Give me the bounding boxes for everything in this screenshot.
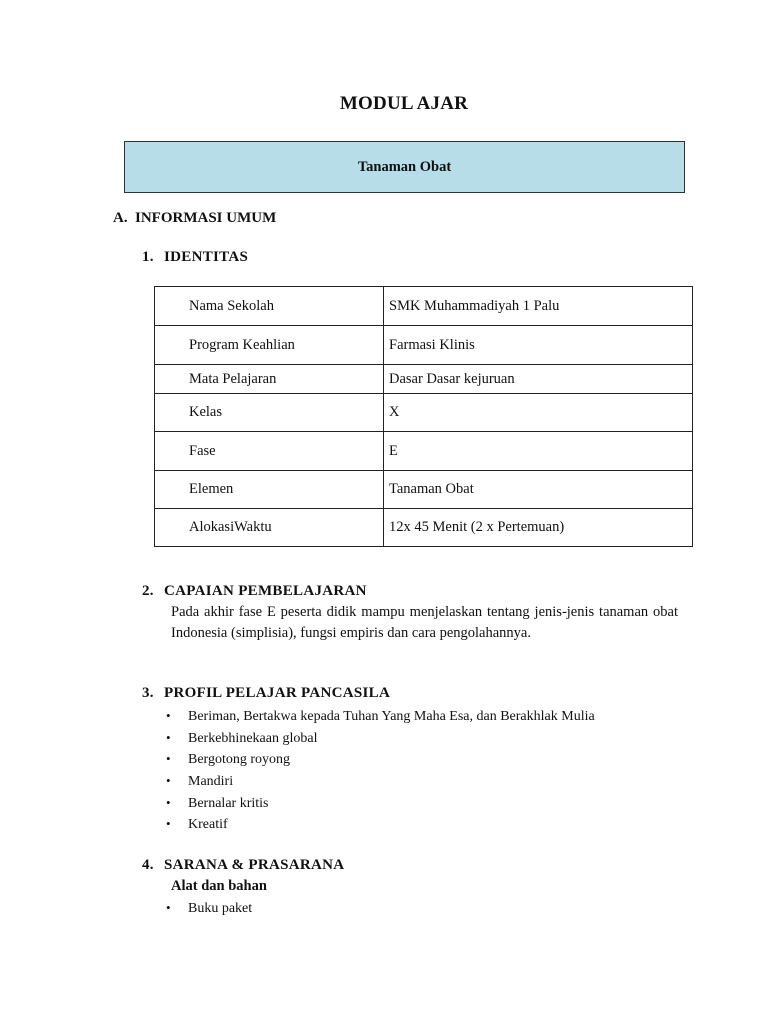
row-value: E	[384, 432, 693, 471]
subject-title: Tanaman Obat	[357, 158, 452, 175]
table-row	[155, 432, 693, 471]
row-value: X	[384, 394, 693, 432]
list-item-text: Kreatif	[188, 817, 228, 833]
identitas-label: IDENTITAS	[164, 249, 249, 265]
bullet-icon: •	[166, 729, 171, 745]
sarana-heading	[142, 857, 344, 874]
profil-heading	[142, 685, 390, 702]
bullet-icon: •	[166, 900, 171, 915]
identitas-heading	[142, 249, 248, 266]
bullet-icon: •	[166, 751, 171, 767]
list-item	[166, 813, 595, 835]
bullet-icon: •	[166, 708, 171, 723]
list-item-text: Bernalar kritis	[188, 795, 269, 811]
sarana-list	[166, 897, 252, 919]
row-key: Program Keahlian	[155, 326, 384, 365]
row-value: 12x 45 Menit (2 x Pertemuan)	[384, 509, 693, 547]
list-item-text: Beriman, Bertakwa kepada Tuhan Yang Maha Esa, dan Berakhlak Mulia	[188, 709, 595, 724]
list-item	[166, 770, 595, 792]
capaian-heading	[142, 583, 367, 600]
capaian-label: CAPAIAN PEMBELAJARAN	[164, 583, 367, 599]
row-key: Kelas	[155, 394, 384, 432]
list-item-text: Mandiri	[188, 774, 234, 790]
section-a-heading	[113, 210, 276, 227]
bullet-icon: •	[166, 773, 171, 789]
row-key: Fase	[155, 432, 384, 471]
section-a-number: A.	[113, 210, 128, 226]
bullet-icon: •	[166, 816, 171, 832]
table-row	[155, 287, 693, 326]
list-item	[166, 748, 595, 770]
row-key: Mata Pelajaran	[155, 365, 384, 394]
row-value: Tanaman Obat	[384, 471, 693, 509]
row-key: Elemen	[155, 471, 384, 509]
bullet-icon: •	[166, 794, 171, 810]
table-row	[155, 365, 693, 394]
sarana-label: SARANA & PRASARANA	[164, 857, 345, 873]
identity-table	[154, 286, 693, 547]
profil-number: 3.	[142, 685, 154, 701]
document-title: MODUL AJAR	[339, 93, 469, 114]
capaian-number: 2.	[142, 583, 154, 599]
sarana-number: 4.	[142, 857, 154, 873]
table-row	[155, 471, 693, 509]
list-item-text: Bergotong royong	[188, 752, 291, 768]
table-row	[155, 509, 693, 547]
profil-list	[166, 705, 595, 835]
list-item-text: Buku paket	[188, 901, 253, 916]
list-item	[166, 727, 595, 749]
identitas-number: 1.	[142, 249, 154, 265]
profil-label: PROFIL PELAJAR PANCASILA	[164, 685, 391, 701]
row-key: Nama Sekolah	[155, 287, 384, 326]
list-item	[166, 897, 252, 919]
table-row	[155, 326, 693, 365]
row-key: AlokasiWaktu	[155, 509, 384, 547]
list-item	[166, 705, 595, 727]
alat-bahan-subheading: Alat dan bahan	[171, 878, 267, 894]
capaian-paragraph: Pada akhir fase E peserta didik mampu menjelaskan tentang jenis-jenis tanaman obat Indonesia (simplisia), fungsi empiris dan cara pengolahannya.	[171, 604, 678, 641]
row-value: Farmasi Klinis	[384, 326, 693, 365]
table-row	[155, 394, 693, 432]
row-value: Dasar Dasar kejuruan	[384, 365, 693, 394]
section-a-label: INFORMASI UMUM	[135, 210, 277, 226]
subject-box	[124, 141, 685, 193]
list-item	[166, 792, 595, 814]
row-value: SMK Muhammadiyah 1 Palu	[384, 287, 693, 326]
list-item-text: Berkebhinekaan global	[188, 730, 318, 746]
